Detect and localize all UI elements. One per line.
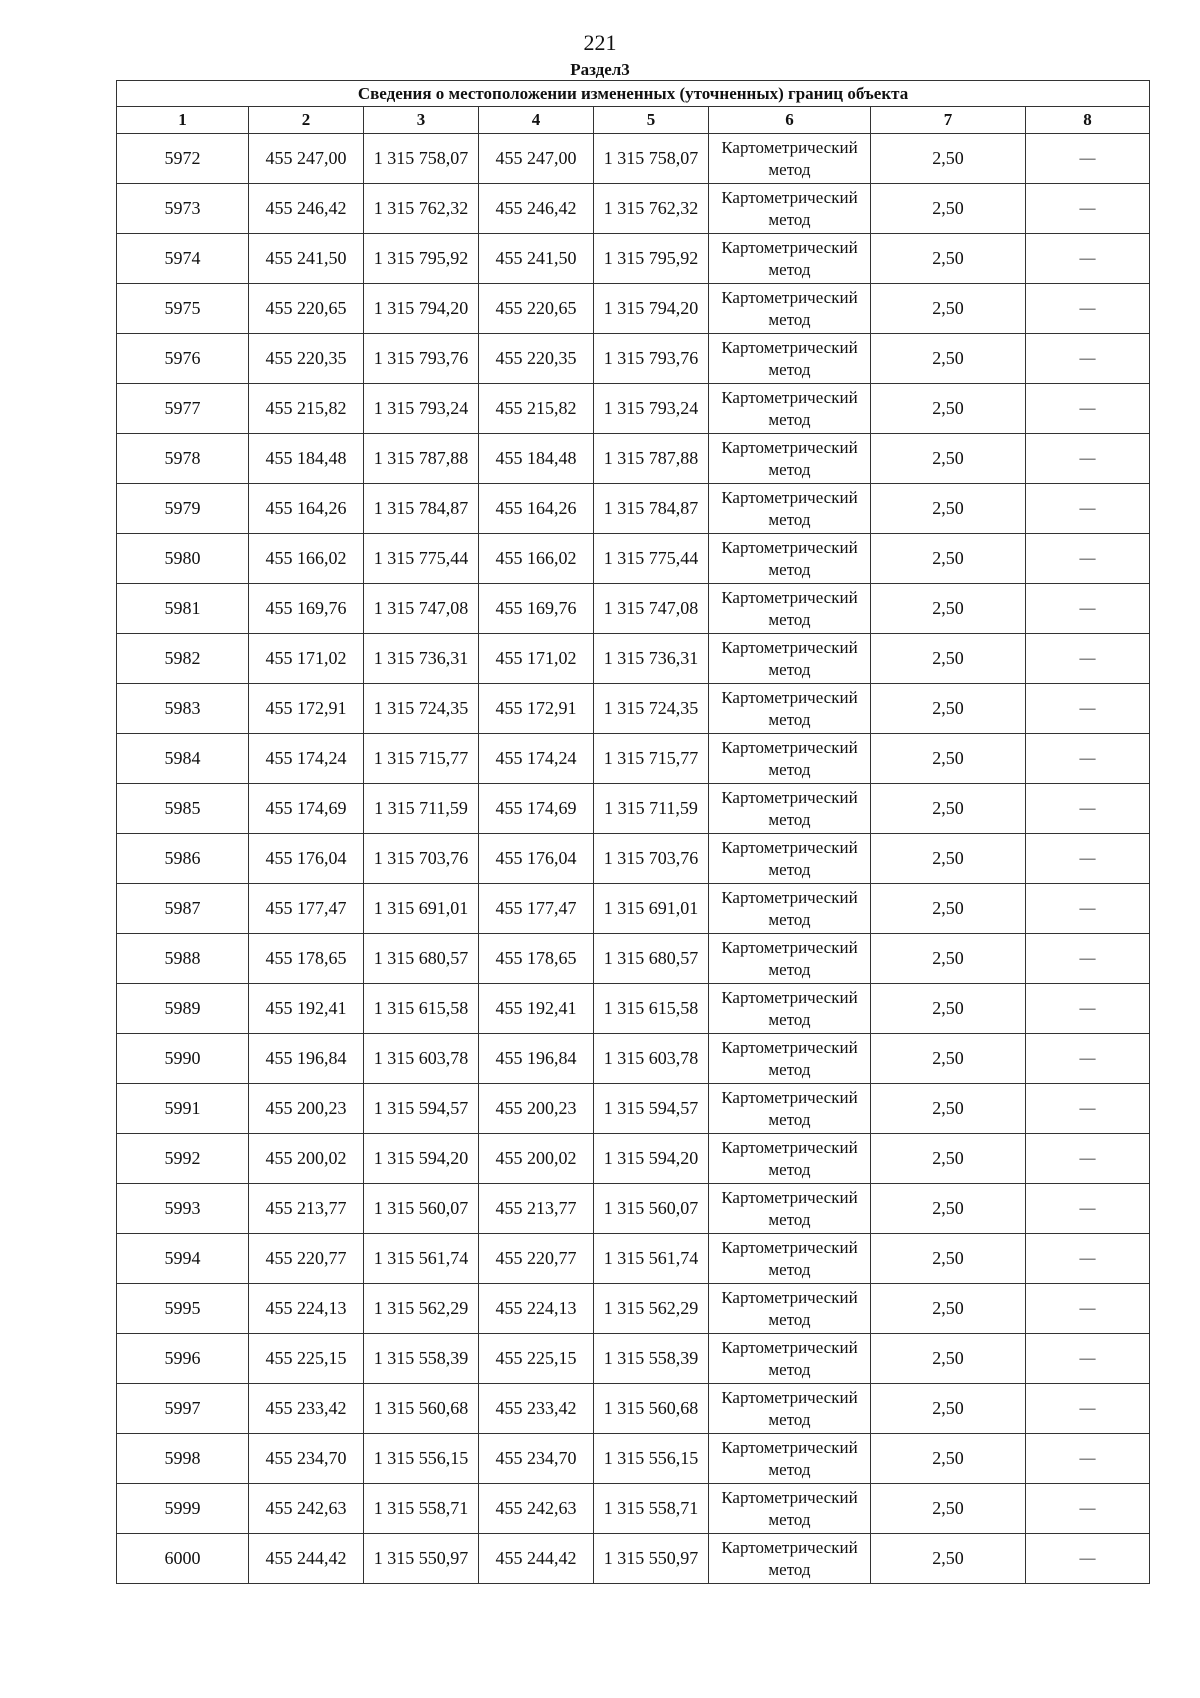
table-row bbox=[117, 884, 1150, 934]
description-cell: — bbox=[1026, 1534, 1150, 1584]
description-cell: — bbox=[1026, 1234, 1150, 1284]
x-existing-cell: 455 166,02 bbox=[249, 534, 364, 584]
x-existing-cell: 455 196,84 bbox=[249, 1034, 364, 1084]
x-new-cell: 455 234,70 bbox=[479, 1434, 594, 1484]
x-existing-cell: 455 220,65 bbox=[249, 284, 364, 334]
y-new-cell: 1 315 758,07 bbox=[594, 134, 709, 184]
y-existing-cell: 1 315 558,71 bbox=[364, 1484, 479, 1534]
y-new-cell: 1 315 562,29 bbox=[594, 1284, 709, 1334]
description-cell: — bbox=[1026, 284, 1150, 334]
method-cell: Картометрический метод bbox=[709, 284, 871, 334]
accuracy-cell: 2,50 bbox=[871, 1134, 1026, 1184]
y-new-cell: 1 315 793,24 bbox=[594, 384, 709, 434]
description-cell: — bbox=[1026, 1034, 1150, 1084]
method-cell: Картометрический метод bbox=[709, 334, 871, 384]
accuracy-cell: 2,50 bbox=[871, 134, 1026, 184]
table-row bbox=[117, 284, 1150, 334]
description-cell: — bbox=[1026, 1434, 1150, 1484]
table-row bbox=[117, 384, 1150, 434]
method-cell: Картометрический метод bbox=[709, 934, 871, 984]
point-number-cell: 5991 bbox=[117, 1084, 249, 1134]
y-existing-cell: 1 315 793,76 bbox=[364, 334, 479, 384]
description-cell: — bbox=[1026, 1284, 1150, 1334]
x-new-cell: 455 244,42 bbox=[479, 1534, 594, 1584]
point-number-cell: 5989 bbox=[117, 984, 249, 1034]
column-header: 7 bbox=[871, 107, 1026, 134]
x-existing-cell: 455 192,41 bbox=[249, 984, 364, 1034]
method-cell: Картометрический метод bbox=[709, 984, 871, 1034]
method-cell: Картометрический метод bbox=[709, 434, 871, 484]
table-row bbox=[117, 1384, 1150, 1434]
x-new-cell: 455 220,35 bbox=[479, 334, 594, 384]
description-cell: — bbox=[1026, 684, 1150, 734]
y-new-cell: 1 315 603,78 bbox=[594, 1034, 709, 1084]
method-cell: Картометрический метод bbox=[709, 1034, 871, 1084]
description-cell: — bbox=[1026, 1334, 1150, 1384]
column-header: 6 bbox=[709, 107, 871, 134]
accuracy-cell: 2,50 bbox=[871, 834, 1026, 884]
method-cell: Картометрический метод bbox=[709, 584, 871, 634]
method-cell: Картометрический метод bbox=[709, 884, 871, 934]
x-new-cell: 455 178,65 bbox=[479, 934, 594, 984]
column-header: 4 bbox=[479, 107, 594, 134]
x-existing-cell: 455 220,35 bbox=[249, 334, 364, 384]
method-cell: Картометрический метод bbox=[709, 1334, 871, 1384]
y-new-cell: 1 315 715,77 bbox=[594, 734, 709, 784]
y-new-cell: 1 315 703,76 bbox=[594, 834, 709, 884]
accuracy-cell: 2,50 bbox=[871, 784, 1026, 834]
point-number-cell: 5973 bbox=[117, 184, 249, 234]
accuracy-cell: 2,50 bbox=[871, 884, 1026, 934]
x-existing-cell: 455 233,42 bbox=[249, 1384, 364, 1434]
point-number-cell: 5983 bbox=[117, 684, 249, 734]
table-row bbox=[117, 434, 1150, 484]
x-new-cell: 455 220,65 bbox=[479, 284, 594, 334]
x-new-cell: 455 196,84 bbox=[479, 1034, 594, 1084]
y-existing-cell: 1 315 794,20 bbox=[364, 284, 479, 334]
x-existing-cell: 455 215,82 bbox=[249, 384, 364, 434]
method-cell: Картометрический метод bbox=[709, 1084, 871, 1134]
y-new-cell: 1 315 615,58 bbox=[594, 984, 709, 1034]
y-existing-cell: 1 315 758,07 bbox=[364, 134, 479, 184]
point-number-cell: 5987 bbox=[117, 884, 249, 934]
x-new-cell: 455 184,48 bbox=[479, 434, 594, 484]
y-existing-cell: 1 315 715,77 bbox=[364, 734, 479, 784]
point-number-cell: 5997 bbox=[117, 1384, 249, 1434]
accuracy-cell: 2,50 bbox=[871, 584, 1026, 634]
table-row bbox=[117, 334, 1150, 384]
table-row bbox=[117, 634, 1150, 684]
x-new-cell: 455 176,04 bbox=[479, 834, 594, 884]
y-new-cell: 1 315 793,76 bbox=[594, 334, 709, 384]
y-new-cell: 1 315 550,97 bbox=[594, 1534, 709, 1584]
table-body bbox=[117, 134, 1150, 1584]
accuracy-cell: 2,50 bbox=[871, 1034, 1026, 1084]
x-new-cell: 455 164,26 bbox=[479, 484, 594, 534]
y-existing-cell: 1 315 747,08 bbox=[364, 584, 479, 634]
x-new-cell: 455 246,42 bbox=[479, 184, 594, 234]
accuracy-cell: 2,50 bbox=[871, 1184, 1026, 1234]
point-number-cell: 5984 bbox=[117, 734, 249, 784]
y-existing-cell: 1 315 795,92 bbox=[364, 234, 479, 284]
accuracy-cell: 2,50 bbox=[871, 384, 1026, 434]
y-existing-cell: 1 315 736,31 bbox=[364, 634, 479, 684]
accuracy-cell: 2,50 bbox=[871, 1434, 1026, 1484]
point-number-cell: 5998 bbox=[117, 1434, 249, 1484]
method-cell: Картометрический метод bbox=[709, 1184, 871, 1234]
x-new-cell: 455 242,63 bbox=[479, 1484, 594, 1534]
accuracy-cell: 2,50 bbox=[871, 1334, 1026, 1384]
point-number-cell: 5976 bbox=[117, 334, 249, 384]
point-number-cell: 5972 bbox=[117, 134, 249, 184]
x-existing-cell: 455 213,77 bbox=[249, 1184, 364, 1234]
column-header: 3 bbox=[364, 107, 479, 134]
y-existing-cell: 1 315 615,58 bbox=[364, 984, 479, 1034]
accuracy-cell: 2,50 bbox=[871, 684, 1026, 734]
y-new-cell: 1 315 795,92 bbox=[594, 234, 709, 284]
point-number-cell: 5995 bbox=[117, 1284, 249, 1334]
y-new-cell: 1 315 711,59 bbox=[594, 784, 709, 834]
point-number-cell: 5993 bbox=[117, 1184, 249, 1234]
y-new-cell: 1 315 680,57 bbox=[594, 934, 709, 984]
x-existing-cell: 455 224,13 bbox=[249, 1284, 364, 1334]
point-number-cell: 5985 bbox=[117, 784, 249, 834]
y-new-cell: 1 315 558,39 bbox=[594, 1334, 709, 1384]
y-existing-cell: 1 315 784,87 bbox=[364, 484, 479, 534]
x-new-cell: 455 213,77 bbox=[479, 1184, 594, 1234]
method-cell: Картометрический метод bbox=[709, 384, 871, 434]
y-existing-cell: 1 315 558,39 bbox=[364, 1334, 479, 1384]
method-cell: Картометрический метод bbox=[709, 684, 871, 734]
y-new-cell: 1 315 561,74 bbox=[594, 1234, 709, 1284]
table-row bbox=[117, 534, 1150, 584]
point-number-cell: 5996 bbox=[117, 1334, 249, 1384]
x-existing-cell: 455 174,24 bbox=[249, 734, 364, 784]
x-existing-cell: 455 200,23 bbox=[249, 1084, 364, 1134]
y-existing-cell: 1 315 703,76 bbox=[364, 834, 479, 884]
y-existing-cell: 1 315 560,68 bbox=[364, 1384, 479, 1434]
y-new-cell: 1 315 594,57 bbox=[594, 1084, 709, 1134]
table-row bbox=[117, 484, 1150, 534]
method-cell: Картометрический метод bbox=[709, 1234, 871, 1284]
table-row bbox=[117, 584, 1150, 634]
y-existing-cell: 1 315 594,57 bbox=[364, 1084, 479, 1134]
y-new-cell: 1 315 784,87 bbox=[594, 484, 709, 534]
y-existing-cell: 1 315 680,57 bbox=[364, 934, 479, 984]
page-number: 221 bbox=[583, 30, 617, 55]
table-row bbox=[117, 834, 1150, 884]
accuracy-cell: 2,50 bbox=[871, 984, 1026, 1034]
x-new-cell: 455 166,02 bbox=[479, 534, 594, 584]
description-cell: — bbox=[1026, 834, 1150, 884]
point-number-cell: 6000 bbox=[117, 1534, 249, 1584]
method-cell: Картометрический метод bbox=[709, 1534, 871, 1584]
description-cell: — bbox=[1026, 534, 1150, 584]
accuracy-cell: 2,50 bbox=[871, 1384, 1026, 1434]
table-row bbox=[117, 134, 1150, 184]
point-number-cell: 5990 bbox=[117, 1034, 249, 1084]
x-new-cell: 455 200,23 bbox=[479, 1084, 594, 1134]
y-existing-cell: 1 315 711,59 bbox=[364, 784, 479, 834]
description-cell: — bbox=[1026, 1484, 1150, 1534]
table-caption: Сведения о местоположении измененных (уточненных) границ объекта bbox=[117, 81, 1150, 107]
description-cell: — bbox=[1026, 384, 1150, 434]
description-cell: — bbox=[1026, 334, 1150, 384]
x-new-cell: 455 171,02 bbox=[479, 634, 594, 684]
method-cell: Картометрический метод bbox=[709, 184, 871, 234]
description-cell: — bbox=[1026, 884, 1150, 934]
x-existing-cell: 455 225,15 bbox=[249, 1334, 364, 1384]
y-new-cell: 1 315 794,20 bbox=[594, 284, 709, 334]
x-new-cell: 455 224,13 bbox=[479, 1284, 594, 1334]
accuracy-cell: 2,50 bbox=[871, 534, 1026, 584]
x-existing-cell: 455 247,00 bbox=[249, 134, 364, 184]
description-cell: — bbox=[1026, 1084, 1150, 1134]
x-existing-cell: 455 244,42 bbox=[249, 1534, 364, 1584]
x-existing-cell: 455 242,63 bbox=[249, 1484, 364, 1534]
point-number-cell: 5980 bbox=[117, 534, 249, 584]
point-number-cell: 5986 bbox=[117, 834, 249, 884]
method-cell: Картометрический метод bbox=[709, 1134, 871, 1184]
y-existing-cell: 1 315 724,35 bbox=[364, 684, 479, 734]
x-new-cell: 455 220,77 bbox=[479, 1234, 594, 1284]
y-existing-cell: 1 315 561,74 bbox=[364, 1234, 479, 1284]
method-cell: Картометрический метод bbox=[709, 1434, 871, 1484]
x-existing-cell: 455 220,77 bbox=[249, 1234, 364, 1284]
method-cell: Картометрический метод bbox=[709, 784, 871, 834]
description-cell: — bbox=[1026, 634, 1150, 684]
x-existing-cell: 455 174,69 bbox=[249, 784, 364, 834]
x-new-cell: 455 225,15 bbox=[479, 1334, 594, 1384]
y-new-cell: 1 315 775,44 bbox=[594, 534, 709, 584]
y-new-cell: 1 315 747,08 bbox=[594, 584, 709, 634]
y-existing-cell: 1 315 550,97 bbox=[364, 1534, 479, 1584]
table-row bbox=[117, 1534, 1150, 1584]
table-row bbox=[117, 234, 1150, 284]
point-number-cell: 5975 bbox=[117, 284, 249, 334]
method-cell: Картометрический метод bbox=[709, 834, 871, 884]
point-number-cell: 5977 bbox=[117, 384, 249, 434]
point-number-cell: 5979 bbox=[117, 484, 249, 534]
y-new-cell: 1 315 560,07 bbox=[594, 1184, 709, 1234]
point-number-cell: 5992 bbox=[117, 1134, 249, 1184]
x-new-cell: 455 233,42 bbox=[479, 1384, 594, 1434]
x-new-cell: 455 172,91 bbox=[479, 684, 594, 734]
accuracy-cell: 2,50 bbox=[871, 234, 1026, 284]
accuracy-cell: 2,50 bbox=[871, 334, 1026, 384]
y-existing-cell: 1 315 793,24 bbox=[364, 384, 479, 434]
description-cell: — bbox=[1026, 584, 1150, 634]
description-cell: — bbox=[1026, 784, 1150, 834]
table-row bbox=[117, 1484, 1150, 1534]
table-row bbox=[117, 1084, 1150, 1134]
point-number-cell: 5978 bbox=[117, 434, 249, 484]
y-existing-cell: 1 315 594,20 bbox=[364, 1134, 479, 1184]
accuracy-cell: 2,50 bbox=[871, 284, 1026, 334]
y-new-cell: 1 315 691,01 bbox=[594, 884, 709, 934]
method-cell: Картометрический метод bbox=[709, 484, 871, 534]
table-row bbox=[117, 1184, 1150, 1234]
accuracy-cell: 2,50 bbox=[871, 1284, 1026, 1334]
description-cell: — bbox=[1026, 934, 1150, 984]
column-header: 5 bbox=[594, 107, 709, 134]
method-cell: Картометрический метод bbox=[709, 534, 871, 584]
point-number-cell: 5999 bbox=[117, 1484, 249, 1534]
accuracy-cell: 2,50 bbox=[871, 1234, 1026, 1284]
y-new-cell: 1 315 762,32 bbox=[594, 184, 709, 234]
x-existing-cell: 455 176,04 bbox=[249, 834, 364, 884]
y-new-cell: 1 315 724,35 bbox=[594, 684, 709, 734]
x-new-cell: 455 241,50 bbox=[479, 234, 594, 284]
y-existing-cell: 1 315 691,01 bbox=[364, 884, 479, 934]
method-cell: Картометрический метод bbox=[709, 634, 871, 684]
description-cell: — bbox=[1026, 1184, 1150, 1234]
description-cell: — bbox=[1026, 1384, 1150, 1434]
table-row bbox=[117, 684, 1150, 734]
description-cell: — bbox=[1026, 234, 1150, 284]
table-row bbox=[117, 1434, 1150, 1484]
x-existing-cell: 455 241,50 bbox=[249, 234, 364, 284]
x-new-cell: 455 174,69 bbox=[479, 784, 594, 834]
x-existing-cell: 455 164,26 bbox=[249, 484, 364, 534]
y-existing-cell: 1 315 787,88 bbox=[364, 434, 479, 484]
x-existing-cell: 455 184,48 bbox=[249, 434, 364, 484]
table-row bbox=[117, 1134, 1150, 1184]
table-row bbox=[117, 184, 1150, 234]
x-new-cell: 455 247,00 bbox=[479, 134, 594, 184]
x-existing-cell: 455 169,76 bbox=[249, 584, 364, 634]
description-cell: — bbox=[1026, 1134, 1150, 1184]
column-header: 8 bbox=[1026, 107, 1150, 134]
accuracy-cell: 2,50 bbox=[871, 1084, 1026, 1134]
accuracy-cell: 2,50 bbox=[871, 934, 1026, 984]
accuracy-cell: 2,50 bbox=[871, 184, 1026, 234]
point-number-cell: 5981 bbox=[117, 584, 249, 634]
description-cell: — bbox=[1026, 484, 1150, 534]
method-cell: Картометрический метод bbox=[709, 234, 871, 284]
x-existing-cell: 455 246,42 bbox=[249, 184, 364, 234]
column-header: 2 bbox=[249, 107, 364, 134]
description-cell: — bbox=[1026, 134, 1150, 184]
x-new-cell: 455 174,24 bbox=[479, 734, 594, 784]
y-new-cell: 1 315 594,20 bbox=[594, 1134, 709, 1184]
table-header-row bbox=[117, 107, 1150, 134]
table-row bbox=[117, 734, 1150, 784]
x-new-cell: 455 192,41 bbox=[479, 984, 594, 1034]
method-cell: Картометрический метод bbox=[709, 734, 871, 784]
coordinates-table bbox=[116, 80, 1150, 1584]
y-new-cell: 1 315 787,88 bbox=[594, 434, 709, 484]
table-row bbox=[117, 1234, 1150, 1284]
x-existing-cell: 455 200,02 bbox=[249, 1134, 364, 1184]
section-title: Раздел3 bbox=[570, 60, 630, 79]
table-row bbox=[117, 1334, 1150, 1384]
y-existing-cell: 1 315 560,07 bbox=[364, 1184, 479, 1234]
x-new-cell: 455 200,02 bbox=[479, 1134, 594, 1184]
point-number-cell: 5988 bbox=[117, 934, 249, 984]
accuracy-cell: 2,50 bbox=[871, 484, 1026, 534]
accuracy-cell: 2,50 bbox=[871, 434, 1026, 484]
description-cell: — bbox=[1026, 184, 1150, 234]
y-new-cell: 1 315 558,71 bbox=[594, 1484, 709, 1534]
x-existing-cell: 455 234,70 bbox=[249, 1434, 364, 1484]
y-existing-cell: 1 315 556,15 bbox=[364, 1434, 479, 1484]
y-new-cell: 1 315 556,15 bbox=[594, 1434, 709, 1484]
x-new-cell: 455 177,47 bbox=[479, 884, 594, 934]
x-existing-cell: 455 178,65 bbox=[249, 934, 364, 984]
x-new-cell: 455 169,76 bbox=[479, 584, 594, 634]
y-existing-cell: 1 315 775,44 bbox=[364, 534, 479, 584]
x-existing-cell: 455 177,47 bbox=[249, 884, 364, 934]
point-number-cell: 5974 bbox=[117, 234, 249, 284]
method-cell: Картометрический метод bbox=[709, 1384, 871, 1434]
x-new-cell: 455 215,82 bbox=[479, 384, 594, 434]
y-existing-cell: 1 315 562,29 bbox=[364, 1284, 479, 1334]
method-cell: Картометрический метод bbox=[709, 134, 871, 184]
description-cell: — bbox=[1026, 734, 1150, 784]
description-cell: — bbox=[1026, 984, 1150, 1034]
column-header: 1 bbox=[117, 107, 249, 134]
method-cell: Картометрический метод bbox=[709, 1484, 871, 1534]
point-number-cell: 5982 bbox=[117, 634, 249, 684]
x-existing-cell: 455 172,91 bbox=[249, 684, 364, 734]
y-new-cell: 1 315 736,31 bbox=[594, 634, 709, 684]
y-existing-cell: 1 315 762,32 bbox=[364, 184, 479, 234]
table-row bbox=[117, 784, 1150, 834]
table-row bbox=[117, 984, 1150, 1034]
accuracy-cell: 2,50 bbox=[871, 634, 1026, 684]
accuracy-cell: 2,50 bbox=[871, 1534, 1026, 1584]
point-number-cell: 5994 bbox=[117, 1234, 249, 1284]
accuracy-cell: 2,50 bbox=[871, 1484, 1026, 1534]
x-existing-cell: 455 171,02 bbox=[249, 634, 364, 684]
table-row bbox=[117, 934, 1150, 984]
table-row bbox=[117, 1284, 1150, 1334]
method-cell: Картометрический метод bbox=[709, 1284, 871, 1334]
y-existing-cell: 1 315 603,78 bbox=[364, 1034, 479, 1084]
y-new-cell: 1 315 560,68 bbox=[594, 1384, 709, 1434]
description-cell: — bbox=[1026, 434, 1150, 484]
table-row bbox=[117, 1034, 1150, 1084]
accuracy-cell: 2,50 bbox=[871, 734, 1026, 784]
